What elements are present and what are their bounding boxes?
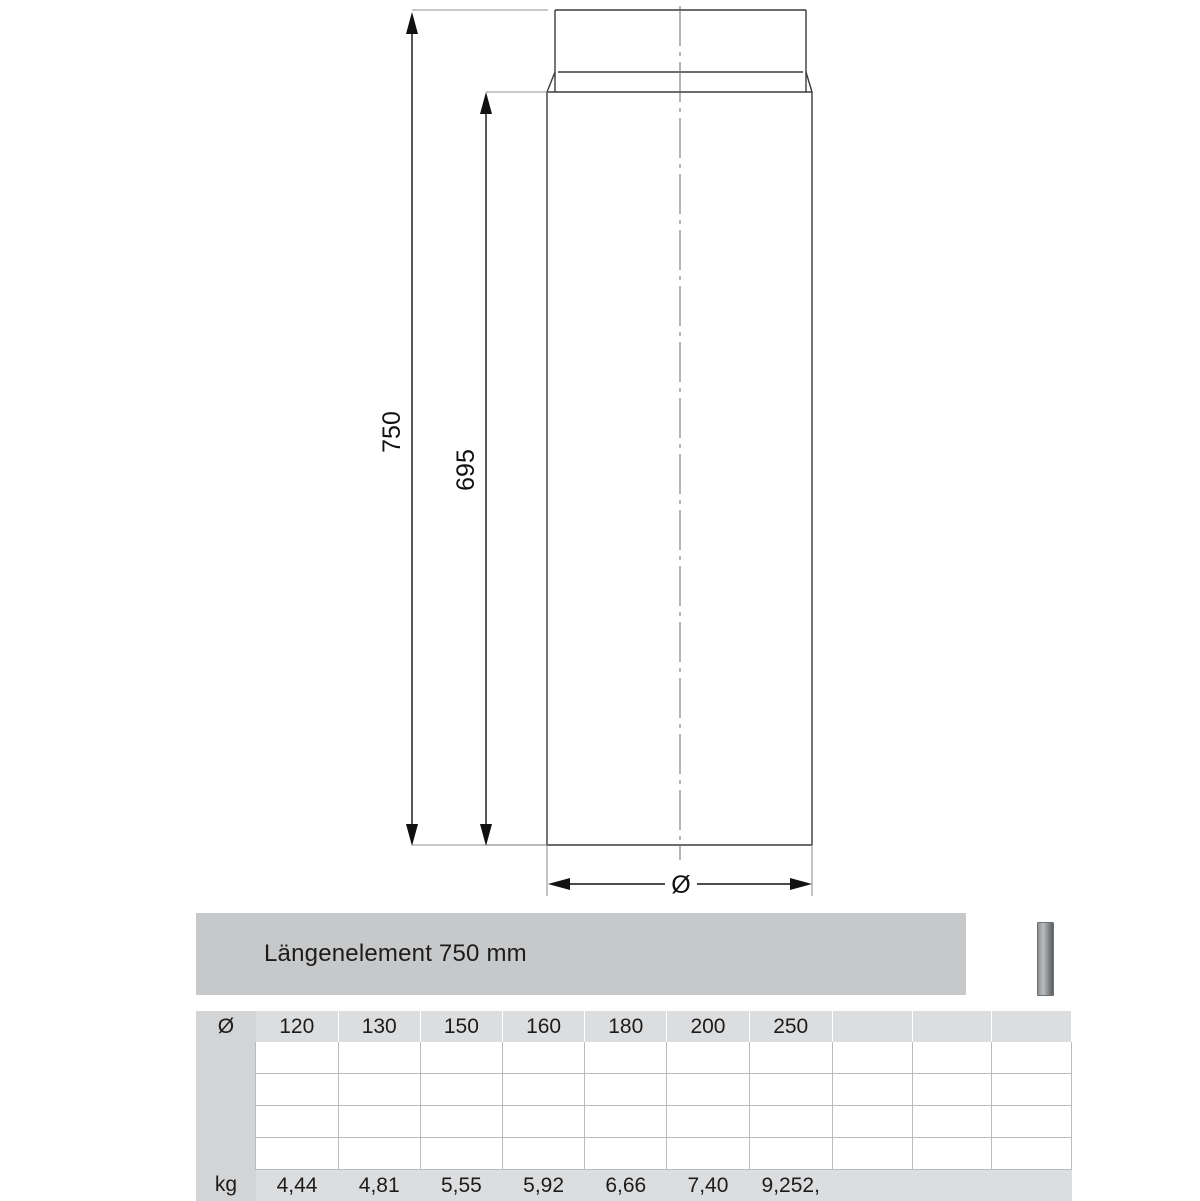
weight-cell: 4,81 bbox=[338, 1170, 420, 1201]
diameter-cell: 200 bbox=[667, 1011, 749, 1042]
diameter-cell bbox=[912, 1011, 992, 1042]
table-cell bbox=[256, 1138, 338, 1170]
weight-cell bbox=[832, 1170, 912, 1201]
table-cell bbox=[338, 1074, 420, 1106]
table-row-weights bbox=[196, 1170, 1072, 1201]
diameter-cell: 150 bbox=[420, 1011, 502, 1042]
table-row bbox=[196, 1074, 1072, 1106]
table-cell bbox=[585, 1138, 667, 1170]
table-cell bbox=[503, 1106, 585, 1138]
table-row bbox=[196, 1138, 1072, 1170]
table-cell bbox=[832, 1074, 912, 1106]
table-cell bbox=[420, 1138, 502, 1170]
weight-cell bbox=[992, 1170, 1072, 1201]
pipe-thumbnail bbox=[1020, 920, 1100, 996]
table-cell bbox=[749, 1138, 832, 1170]
table-cell bbox=[912, 1106, 992, 1138]
diameter-cell: 130 bbox=[338, 1011, 420, 1042]
table-row-diameters bbox=[196, 1011, 1072, 1042]
table-cell bbox=[420, 1106, 502, 1138]
dimension-750 bbox=[406, 10, 548, 846]
table-cell bbox=[749, 1106, 832, 1138]
weight-cell bbox=[912, 1170, 992, 1201]
table-cell bbox=[338, 1106, 420, 1138]
diameter-cell bbox=[832, 1011, 912, 1042]
pipe-thumbnail-image bbox=[1037, 922, 1054, 996]
table-cell bbox=[503, 1042, 585, 1074]
row-label bbox=[196, 1106, 256, 1138]
table-cell bbox=[667, 1106, 749, 1138]
table-cell bbox=[503, 1138, 585, 1170]
table-cell bbox=[832, 1106, 912, 1138]
diameter-symbol-label: Ø bbox=[671, 871, 690, 899]
table-cell bbox=[420, 1042, 502, 1074]
weight-row-label: kg bbox=[196, 1170, 256, 1201]
table-cell bbox=[256, 1042, 338, 1074]
table-row bbox=[196, 1106, 1072, 1138]
table-cell bbox=[912, 1074, 992, 1106]
table-cell bbox=[992, 1138, 1072, 1170]
table-cell bbox=[912, 1042, 992, 1074]
dimension-695-label: 695 bbox=[452, 449, 480, 491]
table-cell bbox=[992, 1042, 1072, 1074]
chamfer-left bbox=[547, 72, 555, 92]
page-title: Längenelement 750 mm bbox=[264, 940, 527, 968]
table-cell bbox=[749, 1074, 832, 1106]
diameter-cell: 160 bbox=[503, 1011, 585, 1042]
row-label bbox=[196, 1042, 256, 1074]
table-cell bbox=[667, 1138, 749, 1170]
chamfer-right bbox=[806, 72, 812, 92]
table-cell bbox=[585, 1074, 667, 1106]
dimension-695 bbox=[480, 92, 548, 846]
row-label bbox=[196, 1138, 256, 1170]
weight-cell: 9,252, bbox=[749, 1170, 832, 1201]
table-cell bbox=[992, 1074, 1072, 1106]
table-cell bbox=[420, 1074, 502, 1106]
product-title-bar bbox=[196, 913, 966, 995]
weight-cell: 4,44 bbox=[256, 1170, 338, 1201]
weight-cell: 7,40 bbox=[667, 1170, 749, 1201]
table-cell bbox=[992, 1106, 1072, 1138]
table-cell bbox=[256, 1106, 338, 1138]
diameter-cell: 120 bbox=[256, 1011, 338, 1042]
table-cell bbox=[912, 1138, 992, 1170]
row-label bbox=[196, 1074, 256, 1106]
diameter-header-label: Ø bbox=[196, 1011, 256, 1042]
table-cell bbox=[338, 1042, 420, 1074]
diameter-cell: 180 bbox=[585, 1011, 667, 1042]
table-cell bbox=[256, 1074, 338, 1106]
table-cell bbox=[503, 1074, 585, 1106]
table-row bbox=[196, 1042, 1072, 1074]
table-cell bbox=[832, 1138, 912, 1170]
table-cell bbox=[585, 1106, 667, 1138]
table-cell bbox=[585, 1042, 667, 1074]
diameter-cell bbox=[992, 1011, 1072, 1042]
table-cell bbox=[832, 1042, 912, 1074]
weight-cell: 5,55 bbox=[420, 1170, 502, 1201]
table-cell bbox=[338, 1138, 420, 1170]
table-cell bbox=[749, 1042, 832, 1074]
diameter-cell: 250 bbox=[749, 1011, 832, 1042]
table-cell bbox=[667, 1074, 749, 1106]
table-cell bbox=[667, 1042, 749, 1074]
weight-cell: 6,66 bbox=[585, 1170, 667, 1201]
dimension-750-label: 750 bbox=[378, 411, 406, 453]
weight-cell: 5,92 bbox=[503, 1170, 585, 1201]
spec-table bbox=[196, 1011, 1072, 1201]
